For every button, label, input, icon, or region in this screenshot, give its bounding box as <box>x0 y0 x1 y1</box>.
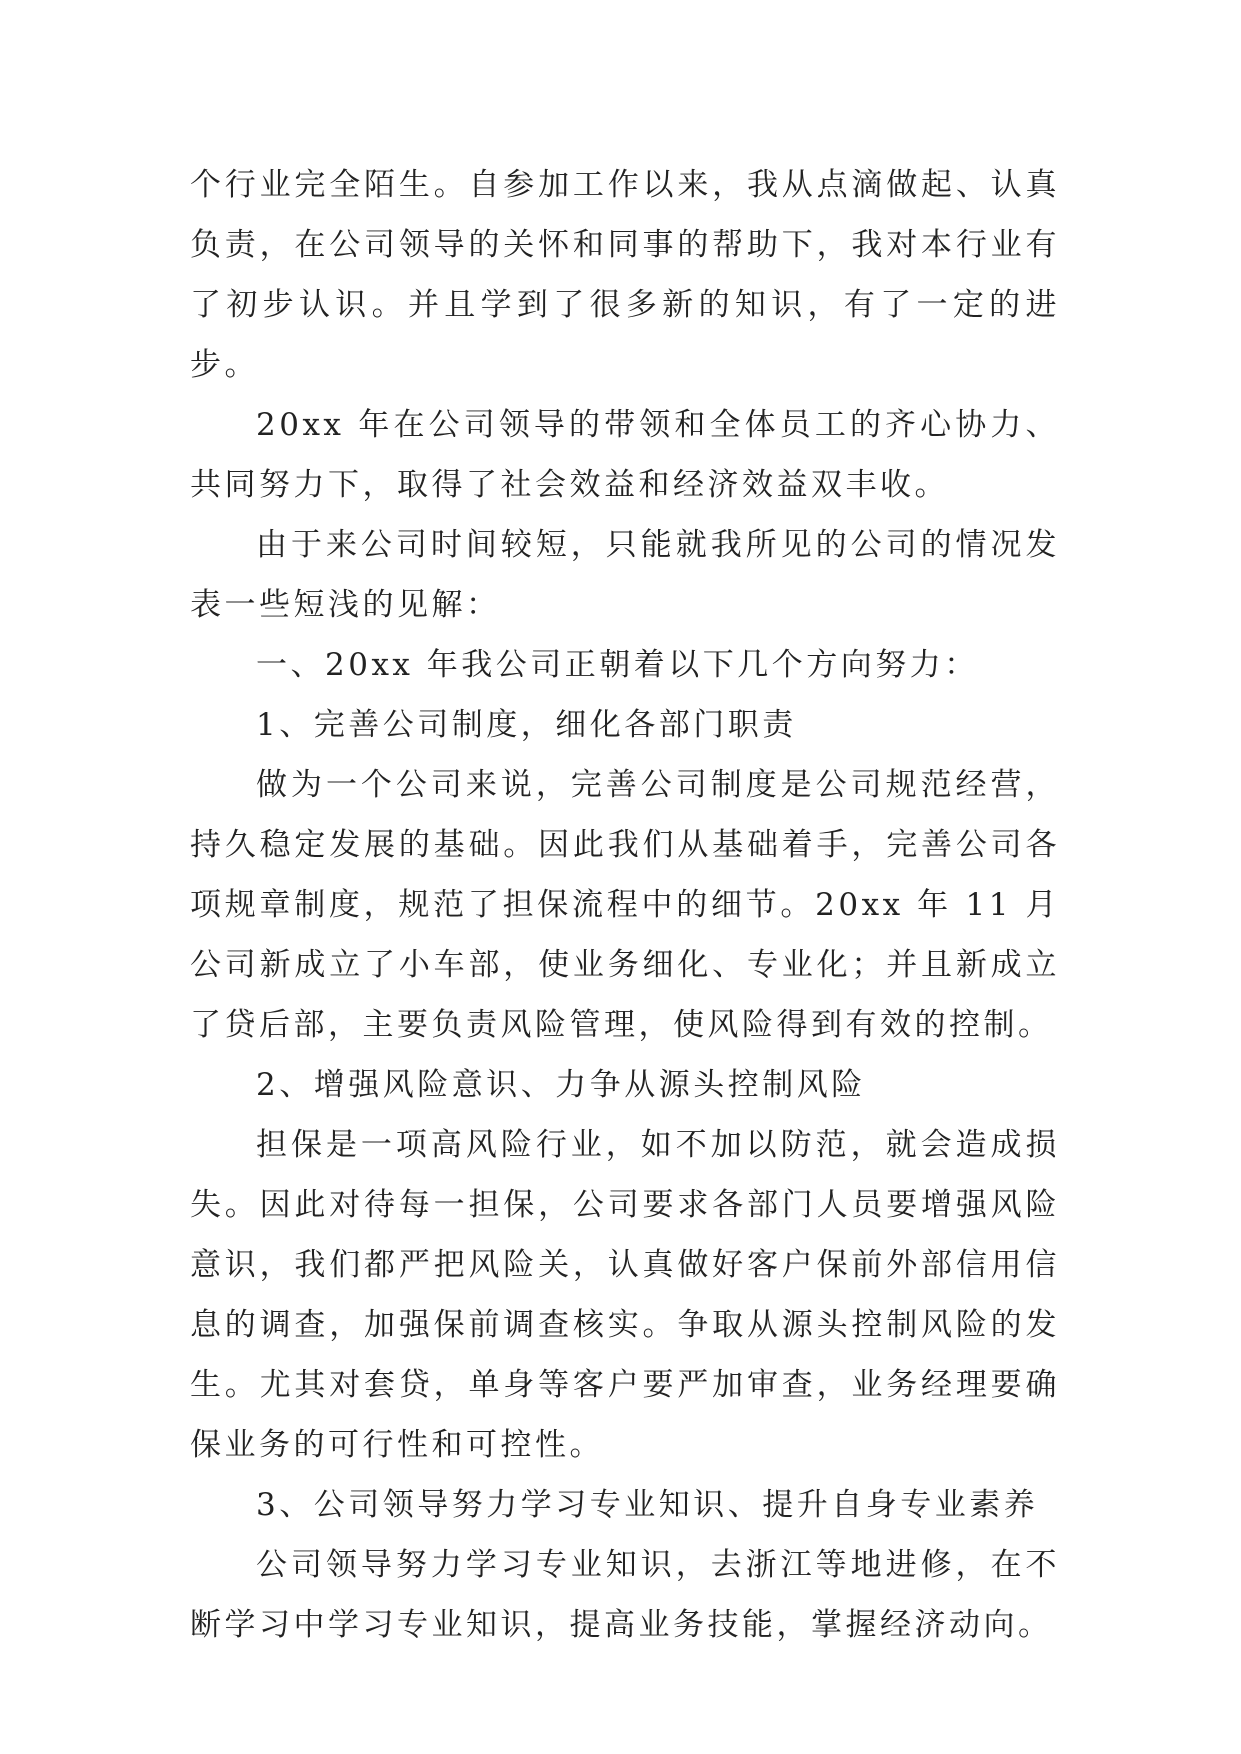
paragraph-harvest: 20xx 年在公司领导的带领和全体员工的齐心协力、共同努力下，取得了社会效益和经济效益双丰收。 <box>190 407 1060 503</box>
paragraph-system: 做为一个公司来说，完善公司制度是公司规范经营，持久稳定发展的基础。因此我们从基础着手，完善公司各项规章制度，规范了担保流程中的细节。20xx 年 11 月公司新成立了小车部，使业务细化、专业化；并且新成立了贷后部，主要负责风险管理，使风险得到有效的控制。 <box>190 767 1060 1043</box>
paragraph-intro: 由于来公司时间较短，只能就我所见的公司的情况发表一些短浅的见解： <box>190 527 1060 623</box>
subheading-3: 3、公司领导努力学习专业知识、提升自身专业素养 <box>256 1487 1039 1523</box>
document-body <box>190 155 1060 1655</box>
subheading-2: 2、增强风险意识、力争从源头控制风险 <box>256 1067 866 1103</box>
section-heading-directions: 一、20xx 年我公司正朝着以下几个方向努力： <box>256 647 979 683</box>
subheading-1: 1、完善公司制度，细化各部门职责 <box>256 707 797 743</box>
paragraph-risk: 担保是一项高风险行业，如不加以防范，就会造成损失。因此对待每一担保，公司要求各部门人员要增强风险意识，我们都严把风险关，认真做好客户保前外部信用信息的调查，加强保前调查核实。争取从源头控制风险的发生。尤其对套贷，单身等客户要严加审查，业务经理要确保业务的可行性和可控性。 <box>190 1127 1060 1463</box>
paragraph-learning: 公司领导努力学习专业知识，去浙江等地进修，在不断学习中学习专业知识，提高业务技能，掌握经济动向。 <box>190 1547 1060 1643</box>
paragraph-continuation: 个行业完全陌生。自参加工作以来，我从点滴做起、认真负责，在公司领导的关怀和同事的帮助下，我对本行业有了初步认识。并且学到了很多新的知识，有了一定的进步。 <box>190 167 1060 383</box>
